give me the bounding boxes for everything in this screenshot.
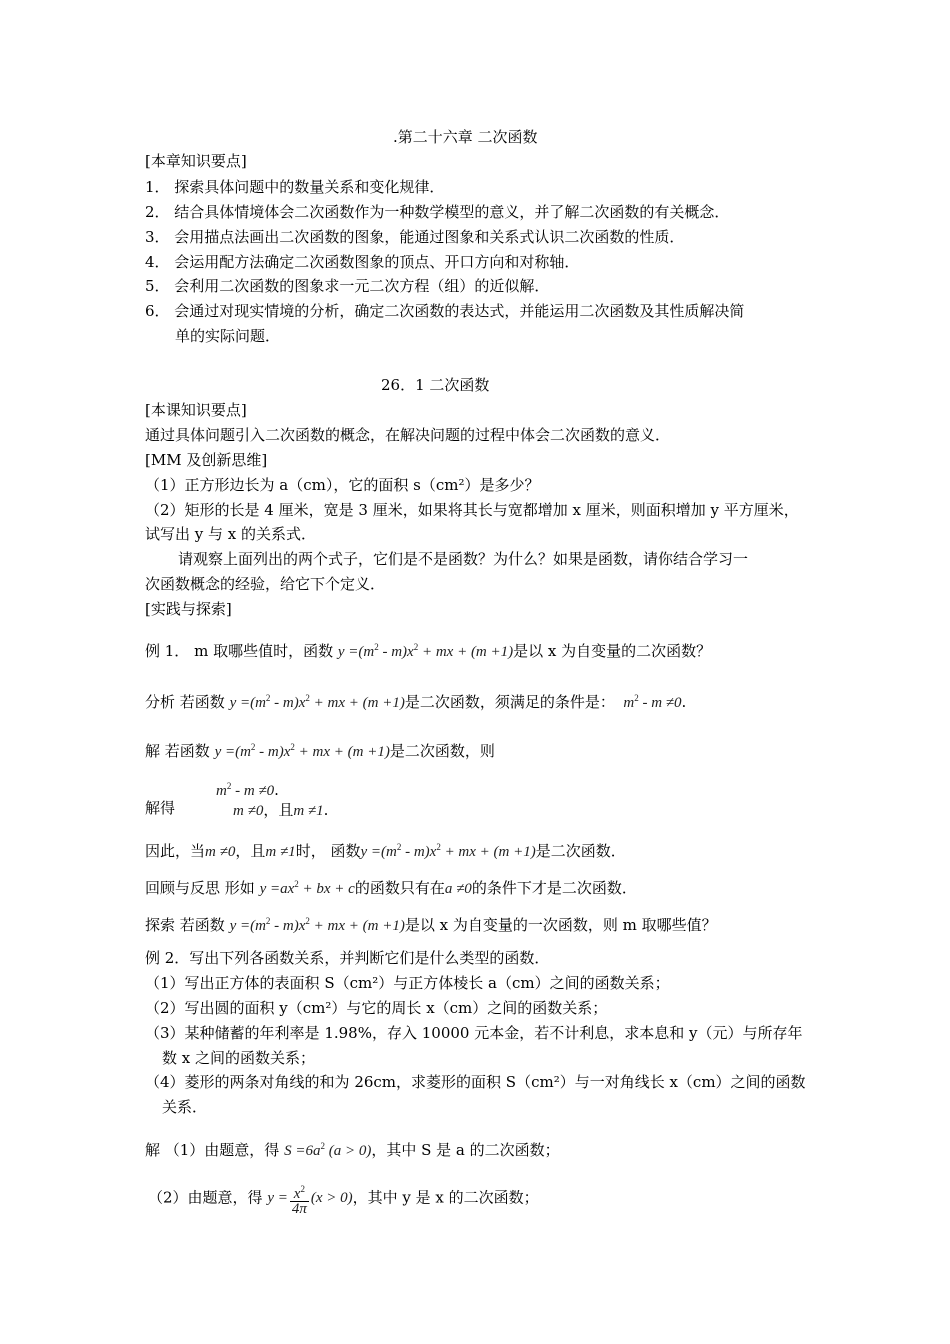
circle-area-formula: y = $\frac{x^2}{4\pi}$ (x > 0) [267, 1184, 353, 1217]
mm-question-2: （2）矩形的长是 4 厘米，宽是 3 厘米，如果将其长与宽都增加 x 厘米，则面积增加 y 平方厘米， [145, 501, 799, 519]
example-1-prefix: 例 1． m 取哪些值时，函数 [145, 642, 334, 660]
chapter-title: .第二十六章 二次函数 [393, 128, 538, 146]
solution-text: （2）由题意，得 [148, 1188, 263, 1207]
solution-line [145, 736, 495, 763]
solution-prefix: 解 若函数 [145, 742, 210, 760]
analysis-line: 分析 若函数 $y =(m^2 - m)x^2$ + mx + (m +1)是二次函数，须满足的条件是： $m^2 - m \ne 0$. [145, 693, 687, 711]
chapter-point: 6． 会通过对现实情境的分析，确定二次函数的表达式，并能运用二次函数及其性质解决简 [145, 302, 745, 320]
example-2-item: （4）菱形的两条对角线的和为 26cm，求菱形的面积 S（cm²）与一对角线长 x（cm）之间的函数 [145, 1073, 806, 1091]
explore-line [145, 910, 717, 937]
chapter-point: 3． 会用描点法画出二次函数的图象，能通过图象和关系式认识二次函数的性质． [145, 228, 685, 246]
formula-quadratic: $y =(m^2 - m)x^2$ + mx + (m +1) [229, 916, 405, 934]
chapter-point-continued: 单的实际问题． [175, 327, 281, 345]
mm-heading: [MM 及创新思维] [145, 451, 268, 469]
formula-quadratic: $y =(m^2 - m)x^2$ + mx + (m +1) [214, 742, 390, 760]
mm-question-1: （1）正方形边长为 a（cm），它的面积 s（cm²）是多少？ [145, 476, 540, 494]
lesson-text: 通过具体问题引入二次函数的概念，在解决问题的过程中体会二次函数的意义． [145, 426, 671, 444]
example-2-title: 例 2．写出下列各函数关系，并判断它们是什么类型的函数． [145, 949, 550, 967]
lesson-heading: [本课知识要点] [145, 401, 247, 419]
area-formula: $S =6a^2$ (a > 0) [284, 1141, 372, 1159]
mm-question-2-cont: 试写出 y 与 x 的关系式． [145, 525, 317, 543]
solution-2-2 [148, 1182, 539, 1216]
practice-heading: [实践与探索] [145, 600, 232, 618]
review-text: 回顾与反思 形如 [145, 879, 255, 897]
example-2-item: （3）某种储蓄的年利率是 1.98%，存入 10000 元本金，若不计利息，求本息和 y（元）与所存年 [145, 1024, 803, 1042]
solution-suffix: 是二次函数，则 [389, 742, 495, 760]
review-line: 回顾与反思 形如 $y =ax^2$ + bx + c的函数只有在a ≠0的条件下才是二次函数． [145, 879, 637, 897]
formula-quadratic: $y =(m^2 - m)x^2$ + mx + (m +1) [337, 642, 514, 660]
and-word: ，且 [263, 801, 294, 819]
therefore-line: 因此，当m ≠0，且m ≠1时， 函数$y =(m^2 - m)x^2$ + mx + (m +1)是二次函数． [145, 842, 626, 860]
example-2-item-cont: 数 x 之间的函数关系； [162, 1049, 315, 1067]
solution-text: 解 （1）由题意，得 [145, 1141, 280, 1159]
analysis-prefix: 分析 若函数 [145, 693, 225, 711]
chapter-points-heading: [本章知识要点] [145, 152, 247, 170]
example-2-item: （2）写出圆的面积 y（cm²）与它的周长 x（cm）之间的函数关系； [145, 999, 608, 1017]
chapter-point: 1． 探索具体问题中的数量关系和变化规律． [145, 178, 445, 196]
explore-text: 是以 x 为自变量的一次函数，则 m 取哪些值？ [404, 916, 717, 934]
example-2-item-cont: 关系． [162, 1098, 208, 1116]
chapter-point: 4． 会运用配方法确定二次函数图象的顶点、开口方向和对称轴． [145, 253, 580, 271]
example-2-item: （1）写出正方体的表面积 S（cm²）与正方体棱长 a（cm）之间的函数关系； [145, 974, 670, 992]
therefore-text: 因此，当 [145, 842, 206, 860]
chapter-point: 5． 会利用二次函数的图象求一元二次方程（组）的近似解． [145, 277, 550, 295]
solved-label: 解得 [145, 799, 176, 817]
general-form-formula: $y =ax^2$ + bx + c [259, 879, 355, 897]
analysis-suffix: 是二次函数，须满足的条件是： [404, 693, 615, 711]
mm-prompt: 请观察上面列出的两个式子，它们是不是函数？为什么？如果是函数，请你结合学习一 [178, 550, 749, 568]
condition-formula: $m^2 - m \ne 0$. [216, 781, 279, 799]
solution-2-1 [145, 1135, 560, 1162]
review-text: 的条件下才是二次函数． [471, 879, 637, 897]
section-title: 26．1 二次函数 [381, 376, 490, 394]
therefore-text: 是二次函数． [535, 842, 626, 860]
solution-text: ，其中 y 是 x 的二次函数； [352, 1188, 539, 1207]
formula-quadratic: $y =(m^2 - m)x^2$ + mx + (m +1) [229, 693, 405, 711]
solution-text: ，其中 S 是 a 的二次函数； [371, 1141, 560, 1159]
explore-text: 探索 若函数 [145, 916, 225, 934]
review-text: 的函数只有在 [354, 879, 445, 897]
condition-formula: $m^2 - m \ne 0$ [619, 693, 682, 711]
therefore-text: ，且 [235, 842, 266, 860]
mm-prompt-cont: 次函数概念的经验，给它下个定义． [145, 575, 386, 593]
example-1 [145, 636, 711, 663]
solved-result: m ≠0，且m ≠1. [233, 801, 329, 819]
example-1-suffix: 是以 x 为自变量的二次函数？ [513, 642, 712, 660]
chapter-point: 2． 结合具体情境体会二次函数作为一种数学模型的意义，并了解二次函数的有关概念． [145, 203, 730, 221]
therefore-text: 时， 函数 [295, 842, 361, 860]
